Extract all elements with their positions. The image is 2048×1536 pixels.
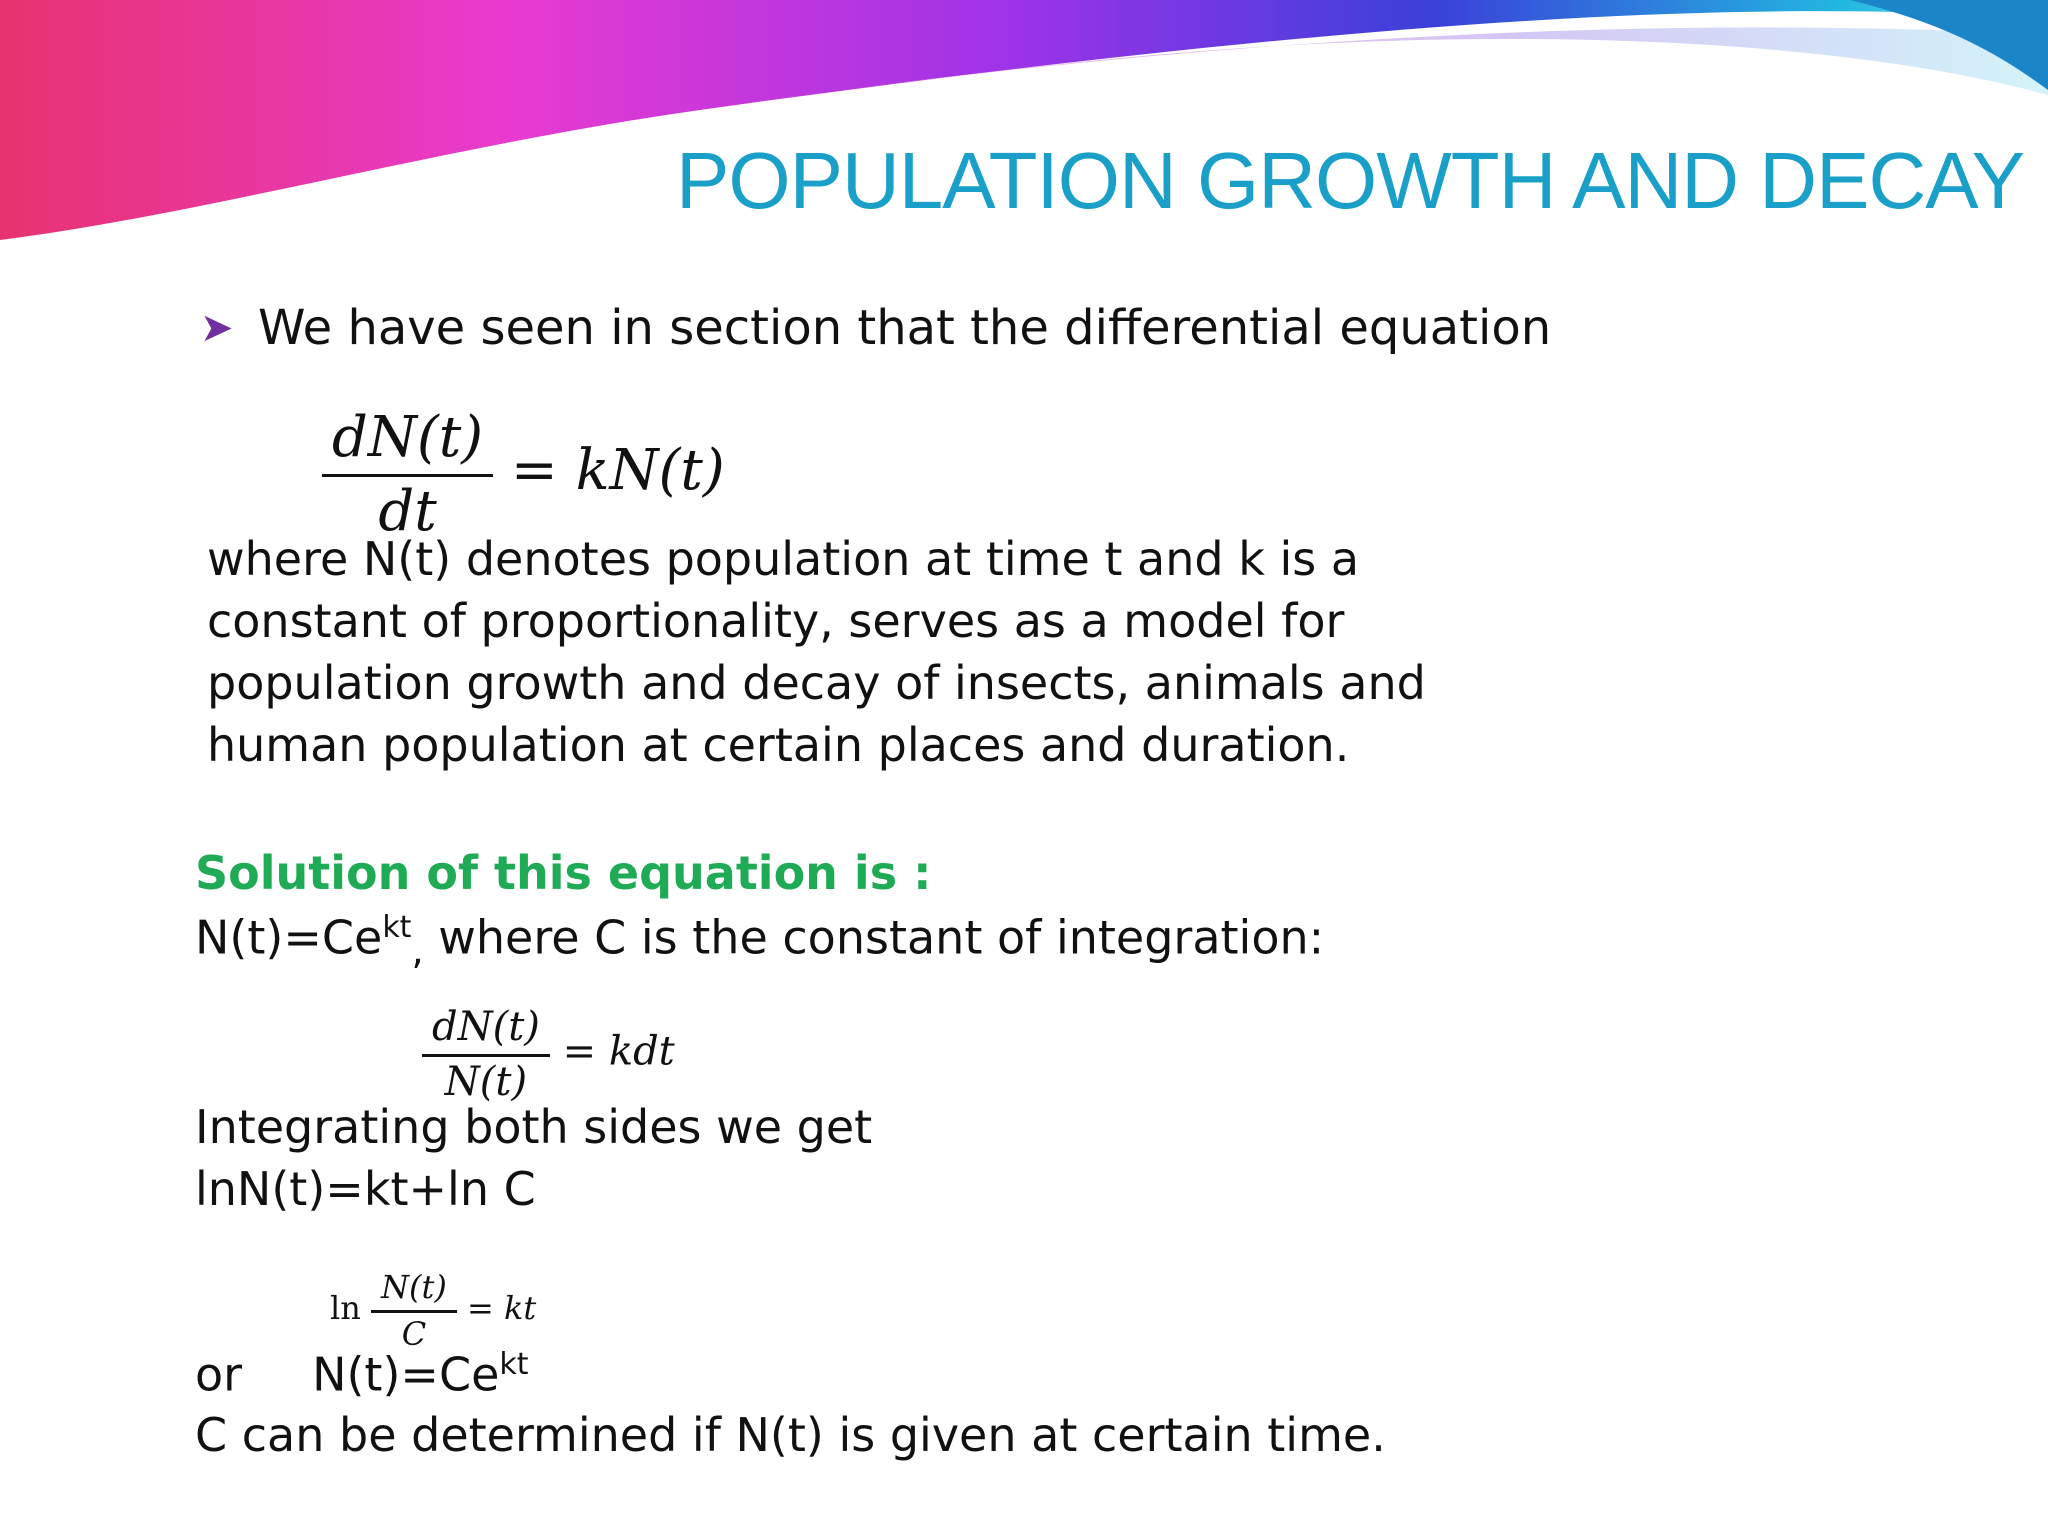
or-line: or $N(t)=Ce^{kt}$ (195, 1347, 529, 1402)
bullet-item (200, 300, 1551, 356)
para-line: population growth and decay of insects, animals and (207, 656, 1426, 710)
eq1-rhs: = kN(t) (510, 438, 725, 503)
eq1-numerator: dN(t) (332, 405, 484, 470)
arrow-bullet-icon: ➤ (200, 305, 234, 351)
log-equation (330, 1268, 536, 1353)
eq2-denominator: N(t) (444, 1059, 528, 1105)
bullet-text: We have seen in section that the differential equation (258, 300, 1552, 356)
para-line: where N(t) denotes population at time t and k is a (207, 532, 1360, 586)
para-line: constant of proportionality, serves as a model for (207, 594, 1345, 648)
eq2-numerator: dN(t) (432, 1004, 540, 1050)
eq3-numerator: N(t) (381, 1268, 447, 1306)
eq1-denominator: dt (378, 479, 437, 544)
differential-equation (322, 405, 725, 544)
eq3-denominator: C (401, 1315, 427, 1353)
solution-heading: Solution of this equation is : (195, 846, 932, 900)
solution-line: $N(t)=Ce^{kt}_,$ where C is the constant of integration: (195, 910, 1325, 974)
integrating-text: Integrating both sides we get (195, 1100, 873, 1154)
eq3-ln: ln (330, 1289, 361, 1327)
eq2-rhs: = kdt (562, 1028, 675, 1075)
eq3-rhs: = kt (467, 1289, 537, 1327)
slide-title: POPULATION GROWTH AND DECAY (676, 136, 2024, 225)
para-line: human population at certain places and duration. (207, 718, 1350, 772)
final-line: C can be determined if N(t) is given at certain time. (195, 1408, 1386, 1462)
separated-equation (422, 1004, 675, 1105)
ln-equation-text: lnN(t)=kt+ln C (195, 1162, 536, 1216)
description-paragraph (207, 528, 1507, 776)
